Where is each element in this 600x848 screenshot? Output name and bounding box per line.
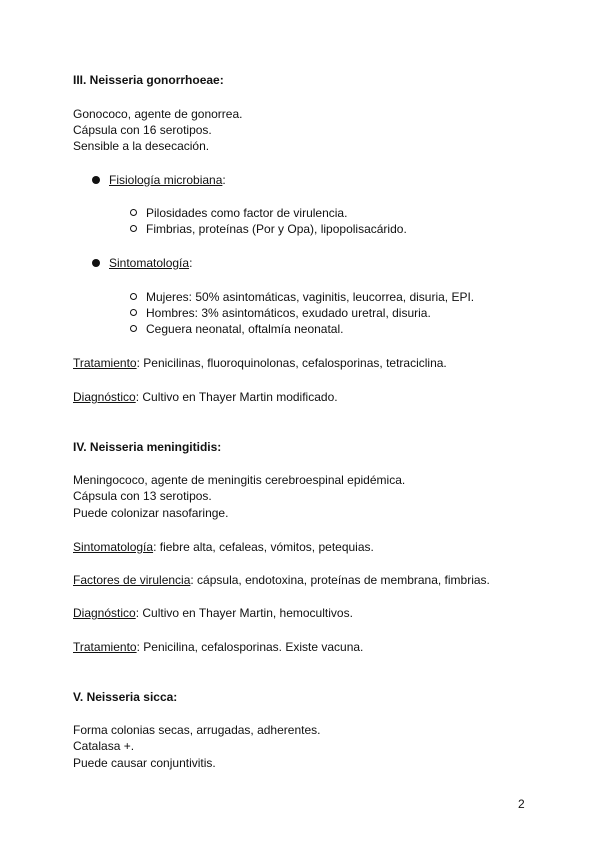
diagnostico-line [73,605,353,621]
sub-bullet-circle [130,309,137,316]
sub-bullet-circle [130,325,137,332]
underlined-label: Sintomatología [109,256,190,270]
section-title-gonorrhoeae: III. Neisseria gonorrhoeae: [73,73,224,87]
line-text: : Penicilinas, fluoroquinolonas, cefalosporinas, tetraciclina. [136,356,447,370]
paragraph-line: Puede causar conjuntivitis. [73,756,216,770]
line-text: : Cultivo en Thayer Martin modificado. [135,390,338,404]
sub-bullet-circle [130,209,137,216]
line-text: : fiebre alta, cefaleas, vómitos, petequias. [153,540,374,554]
factores-line [73,572,490,588]
sub-bullet-circle [130,225,137,232]
sub-list-item: Mujeres: 50% asintomáticas, vaginitis, leucorrea, disuria, EPI. [146,290,475,304]
sub-list-item: Fimbrias, proteínas (Por y Opa), lipopolisacárido. [146,222,407,236]
paragraph-line: Cápsula con 16 serotipos. [73,123,212,137]
paragraph-line: Sensible a la desecación. [73,139,210,153]
bullet-dot [92,176,100,184]
colon: : [189,256,193,270]
paragraph-line: Meningococo, agente de meningitis cerebroespinal epidémica. [73,473,406,487]
paragraph-line: Puede colonizar nasofaringe. [73,506,229,520]
sub-bullet-circle [130,293,137,300]
underlined-label: Tratamiento [73,356,137,370]
paragraph-line: Cápsula con 13 serotipos. [73,489,212,503]
tratamiento-line [73,355,447,371]
page-number: 2 [518,797,525,811]
line-text: : cápsula, endotoxina, proteínas de membrana, fimbrias. [190,573,490,587]
line-text: : Cultivo en Thayer Martin, hemocultivos. [135,606,353,620]
diagnostico-line [73,389,338,405]
sintomatologia-line [73,539,374,555]
paragraph-line: Forma colonias secas, arrugadas, adherentes. [73,723,321,737]
list-item-sintomatologia [109,255,192,271]
sub-list-item: Ceguera neonatal, oftalmía neonatal. [146,322,344,336]
line-text: : Penicilina, cefalosporinas. Existe vacuna. [136,640,364,654]
bullet-dot [92,259,100,267]
paragraph-line: Gonococo, agente de gonorrea. [73,107,243,121]
underlined-label: Diagnóstico [73,606,136,620]
list-item-fisiologia [109,172,226,188]
underlined-label: Tratamiento [73,640,137,654]
section-title-meningitidis: IV. Neisseria meningitidis: [73,440,222,454]
underlined-label: Sintomatología [73,540,154,554]
paragraph-line: Catalasa +. [73,739,135,753]
section-title-sicca: V. Neisseria sicca: [73,690,178,704]
colon: : [222,173,226,187]
sub-list-item: Hombres: 3% asintomáticos, exudado uretral, disuria. [146,306,431,320]
underlined-label: Factores de virulencia [73,573,191,587]
sub-list-item: Pilosidades como factor de virulencia. [146,206,348,220]
underlined-label: Diagnóstico [73,390,136,404]
tratamiento-line [73,639,363,655]
underlined-label: Fisiología microbiana [109,173,223,187]
